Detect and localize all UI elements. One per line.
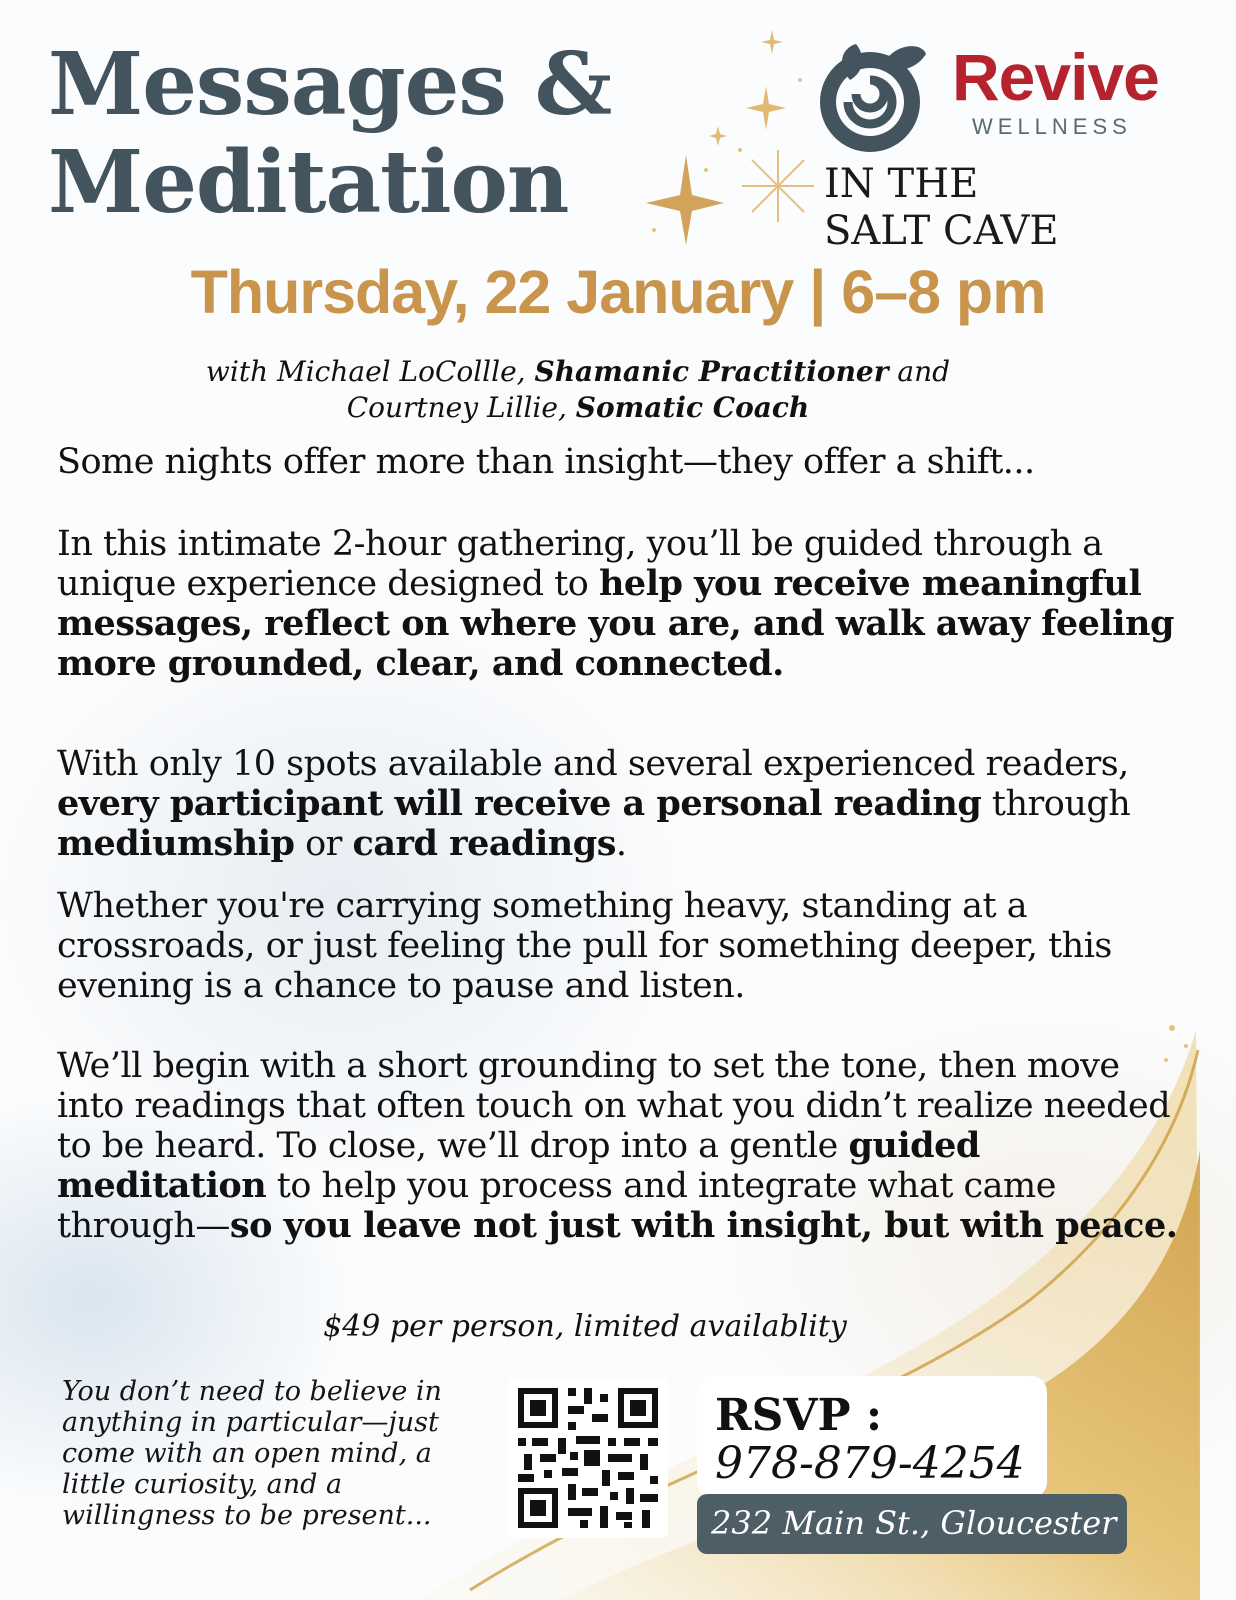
whether-paragraph: Whether you're carrying something heavy, standing at a crossroads, or just feeling the pull for something deeper, this evening is a chance to pause and listen. — [57, 886, 1112, 1006]
sparkle-small-1 — [746, 86, 786, 130]
location-line-2: SALT CAVE — [824, 208, 1059, 254]
intro-paragraph: Some nights offer more than insight—they offer a shift... — [57, 442, 1035, 482]
sparkle-dot — [798, 78, 802, 82]
sparkle-dot — [652, 228, 656, 232]
spots-highlight: every participant will receive a personal reading — [57, 783, 982, 824]
spots-through: through — [981, 784, 1131, 824]
sparkle-dot — [1169, 1025, 1175, 1031]
schedule-text-2: to help you process and integrate what came through— — [57, 1166, 1056, 1246]
hosts-line-2 — [0, 391, 1156, 424]
guided-meditation-text: guided meditation — [57, 1125, 980, 1206]
hosts-line-1 — [0, 355, 1156, 388]
address-badge — [697, 1494, 1127, 1554]
mediumship-text: mediumship — [57, 823, 295, 864]
rsvp-phone-link[interactable]: 978-879-4254 — [715, 1438, 1025, 1489]
hosts-conjunction: and — [888, 355, 951, 388]
host-2-role: Somatic Coach — [575, 391, 810, 424]
card-readings-text: card readings — [352, 823, 616, 864]
gathering-text: In this intimate 2-hour gathering, you’ll be guided through a unique experience designed to — [57, 524, 1103, 604]
sparkle-small-2 — [761, 30, 783, 54]
gathering-paragraph — [57, 524, 1187, 684]
spots-text: With only 10 spots available and several experienced readers, — [57, 744, 1129, 784]
spots-paragraph — [57, 744, 1187, 864]
spots-or: or — [294, 824, 353, 864]
sparkle-small-3 — [709, 126, 727, 146]
sparkle-dot — [704, 168, 708, 172]
location-line-1: IN THE — [824, 161, 979, 207]
spots-period: . — [615, 824, 627, 864]
price-info: $49 per person, limited availablity — [323, 1309, 847, 1344]
qr-code[interactable] — [508, 1378, 668, 1538]
sparkle-dot — [738, 148, 742, 152]
qr-code-icon — [518, 1388, 658, 1528]
peace-highlight: so you leave not just with insight, but with peace. — [229, 1205, 1178, 1246]
event-title-line-2: Meditation — [48, 132, 569, 233]
host-2-name: Courtney Lillie, — [346, 391, 576, 424]
open-mind-note: You don’t need to believe in anything in particular—just come with an open mind, a little curiosity, and a willingness to be present... — [62, 1376, 442, 1531]
schedule-paragraph — [57, 1046, 1187, 1246]
brand-tagline: WELLNESS — [972, 114, 1132, 139]
event-title-line-1: Messages & — [48, 34, 612, 135]
brand-name: Revive — [952, 40, 1159, 114]
event-date-time: Thursday, 22 January | 6–8 pm — [190, 258, 1046, 326]
sparkle-large — [646, 155, 724, 245]
rsvp-label: RSVP : — [715, 1390, 883, 1441]
rsvp-card — [697, 1376, 1047, 1498]
host-1-name: with Michael LoCollle, — [205, 355, 535, 388]
sparkle-burst — [742, 150, 814, 222]
address-text: 232 Main St., Gloucester — [711, 1504, 1117, 1542]
gathering-highlight: help you receive meaningful messages, reflect on where you are, and walk away feeling more grounded, clear, and connected. — [57, 563, 1174, 684]
schedule-text: We’ll begin with a short grounding to set the tone, then move into readings that often touch on what you didn’t realize needed to be heard. To close, we’ll drop into a gentle — [57, 1046, 1171, 1166]
leaf-spiral-icon — [812, 36, 932, 156]
host-1-role: Shamanic Practitioner — [534, 355, 889, 388]
